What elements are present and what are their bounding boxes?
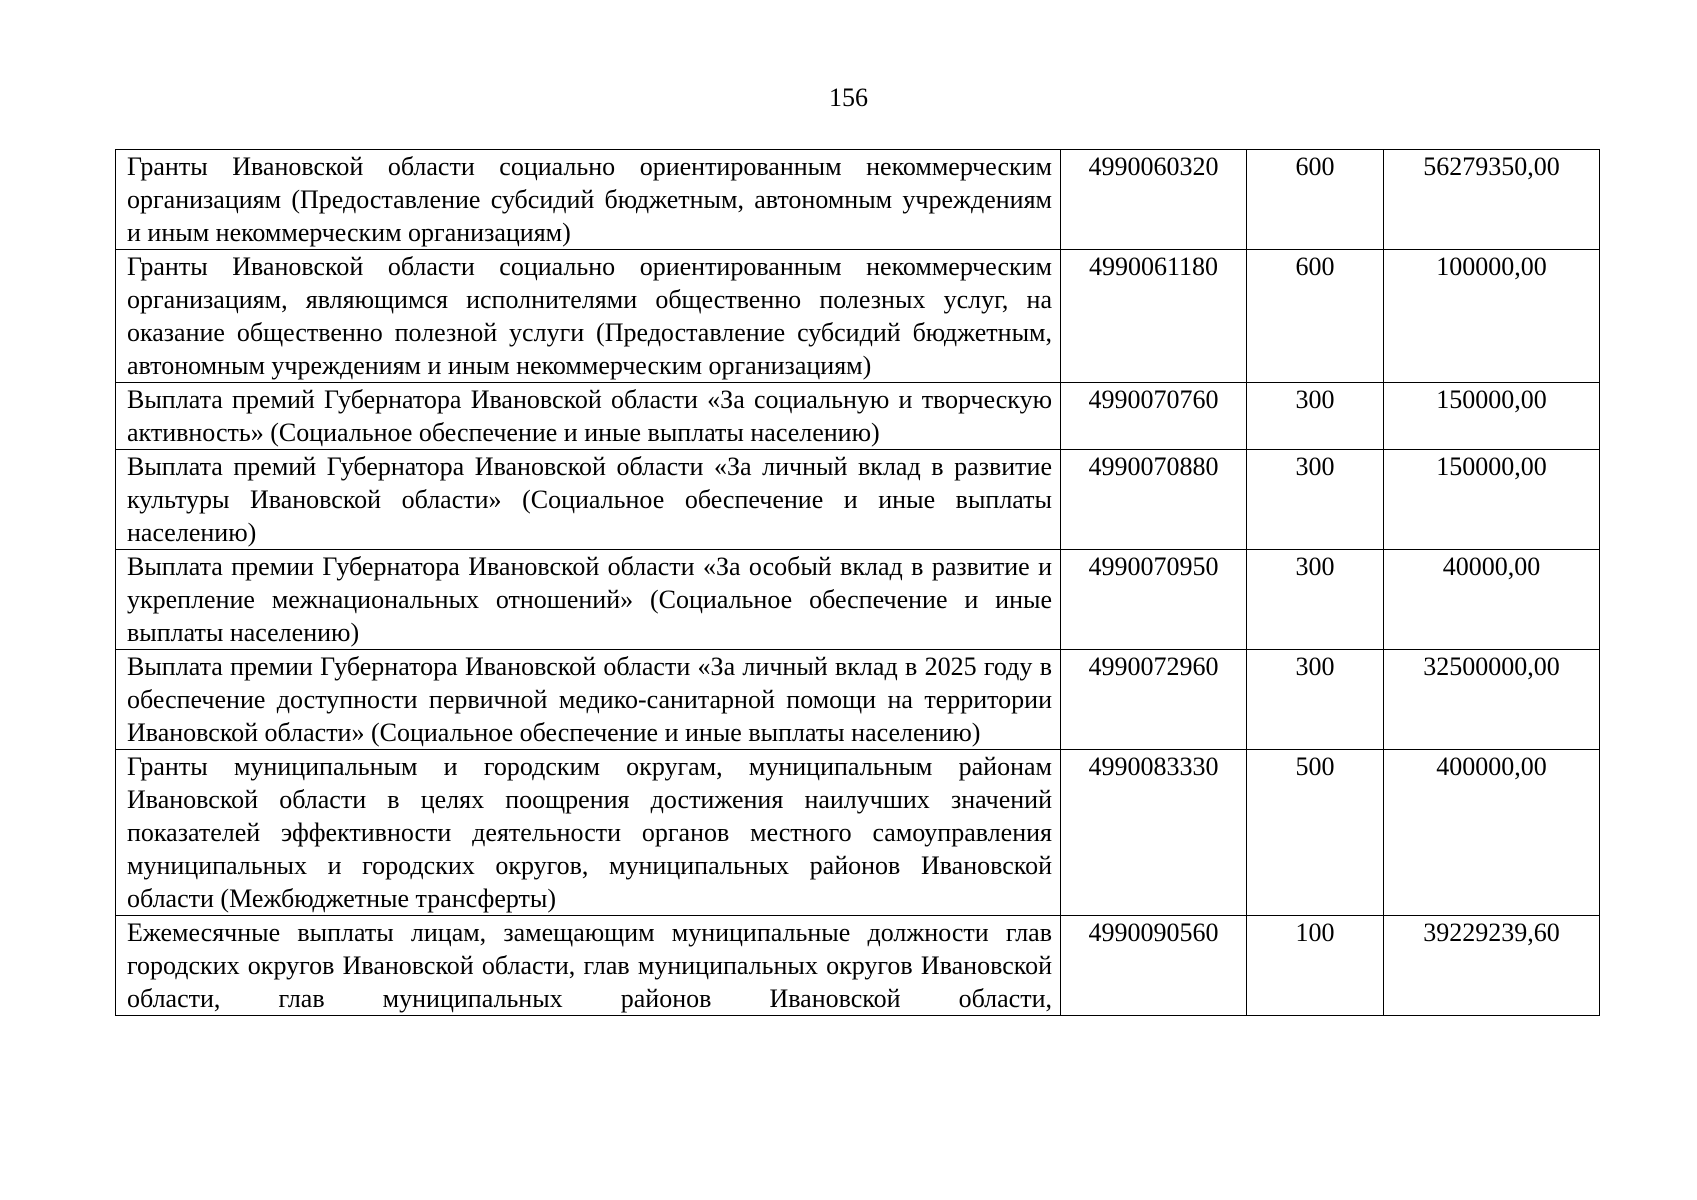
row-expense-type: 600 <box>1247 150 1384 250</box>
row-expense-type: 300 <box>1247 650 1384 750</box>
table-row <box>116 450 1600 550</box>
row-code: 4990083330 <box>1061 750 1247 916</box>
row-description: Выплата премий Губернатора Ивановской области «За социальную и творческую активность» (Социальное обеспечение и иные выплаты населению) <box>116 383 1061 450</box>
row-amount: 100000,00 <box>1384 250 1600 383</box>
table-row <box>116 650 1600 750</box>
table-row <box>116 383 1600 450</box>
row-expense-type: 300 <box>1247 383 1384 450</box>
row-amount: 56279350,00 <box>1384 150 1600 250</box>
row-description: Гранты Ивановской области социально ориентированным некоммерческим организациям, являющимся исполнителями общественно полезных услуг, на оказание общественно полезной услуги (Предоставление субсидий бюджетным, автономным учреждениям и иным некоммерческим организациям) <box>116 250 1061 383</box>
row-expense-type: 100 <box>1247 916 1384 1016</box>
row-code: 4990072960 <box>1061 650 1247 750</box>
table-row <box>116 916 1600 1016</box>
row-expense-type: 300 <box>1247 450 1384 550</box>
row-code: 4990060320 <box>1061 150 1247 250</box>
row-description: Гранты муниципальным и городским округам, муниципальным районам Ивановской области в целях поощрения достижения наилучших значений показателей эффективности деятельности органов местного самоуправления муниципальных и городских округов, муниципальных районов Ивановской области (Межбюджетные трансферты) <box>116 750 1061 916</box>
row-amount: 40000,00 <box>1384 550 1600 650</box>
row-code: 4990061180 <box>1061 250 1247 383</box>
table-row <box>116 750 1600 916</box>
table-row <box>116 250 1600 383</box>
row-description: Выплата премии Губернатора Ивановской области «За особый вклад в развитие и укрепление межнациональных отношений» (Социальное обеспечение и иные выплаты населению) <box>116 550 1061 650</box>
row-amount: 32500000,00 <box>1384 650 1600 750</box>
page-number: 156 <box>829 83 868 112</box>
table-row <box>116 150 1600 250</box>
table-row <box>116 550 1600 650</box>
row-description: Выплата премии Губернатора Ивановской области «За личный вклад в 2025 году в обеспечение доступности первичной медико-санитарной помощи на территории Ивановской области» (Социальное обеспечение и иные выплаты населению) <box>116 650 1061 750</box>
row-amount: 150000,00 <box>1384 450 1600 550</box>
row-code: 4990090560 <box>1061 916 1247 1016</box>
row-amount: 400000,00 <box>1384 750 1600 916</box>
row-expense-type: 500 <box>1247 750 1384 916</box>
row-expense-type: 300 <box>1247 550 1384 650</box>
row-amount: 150000,00 <box>1384 383 1600 450</box>
row-amount: 39229239,60 <box>1384 916 1600 1016</box>
row-code: 4990070880 <box>1061 450 1247 550</box>
row-code: 4990070950 <box>1061 550 1247 650</box>
budget-table <box>115 149 1600 1016</box>
row-code: 4990070760 <box>1061 383 1247 450</box>
row-description: Выплата премий Губернатора Ивановской области «За личный вклад в развитие культуры Ивановской области» (Социальное обеспечение и иные выплаты населению) <box>116 450 1061 550</box>
row-expense-type: 600 <box>1247 250 1384 383</box>
row-description: Ежемесячные выплаты лицам, замещающим муниципальные должности глав городских округов Ивановской области, глав муниципальных округов Ивановской области, глав муниципальных районов Ивановской области, <box>116 916 1061 1016</box>
row-description: Гранты Ивановской области социально ориентированным некоммерческим организациям (Предоставление субсидий бюджетным, автономным учреждениям и иным некоммерческим организациям) <box>116 150 1061 250</box>
